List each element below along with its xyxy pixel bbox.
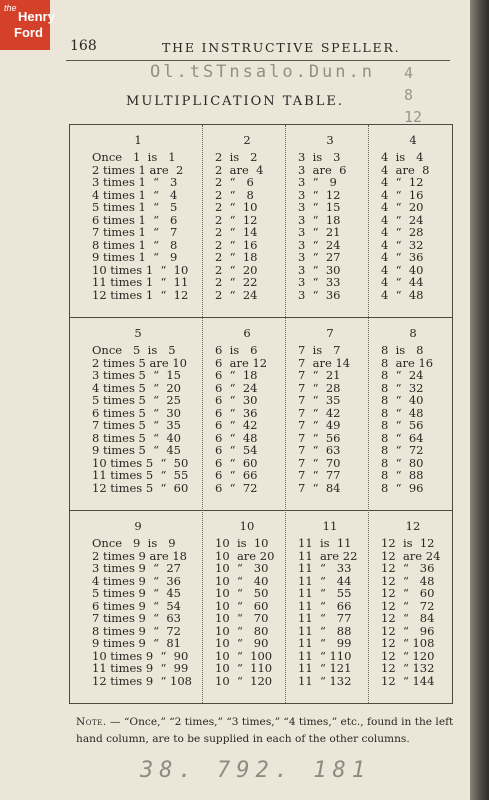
table-row: 12 times 1 “ 12 — [92, 287, 189, 302]
table-row: 10 “ 40 — [215, 573, 269, 588]
table-row: 2 “ 10 — [215, 200, 258, 214]
table-row: 11 times 5 “ 55 — [92, 468, 189, 482]
table-row: 3 “ 15 — [298, 200, 341, 214]
table-row: 10 “ 110 — [215, 661, 273, 675]
table-row: 6 “ 72 — [215, 480, 258, 495]
table-row: 10 “ 60 — [215, 598, 269, 613]
table-row: 8 “ 72 — [381, 443, 424, 457]
table-row: 3 “ 12 — [298, 187, 341, 202]
table-block-10 — [208, 515, 286, 687]
table-row: 11 “ 99 — [298, 636, 352, 650]
table-row: 6 “ 60 — [215, 455, 258, 470]
table-row: 11 “ 55 — [298, 586, 352, 600]
table-row: 8 “ 32 — [381, 380, 424, 395]
table-row: 11 “ 77 — [298, 611, 352, 625]
table-row: 7 “ 77 — [298, 468, 341, 482]
table-row: 12 “ 72 — [381, 598, 435, 613]
table-row: 2 “ 6 — [215, 175, 254, 189]
table-row: 12 “ 84 — [381, 611, 435, 625]
table-row: 2 times 1 are 2 — [92, 162, 184, 177]
table-row: 3 “ 30 — [298, 262, 341, 277]
table-row: 3 times 1 “ 3 — [92, 175, 178, 189]
table-row: 4 “ 12 — [381, 175, 424, 189]
multiplication-table — [69, 124, 453, 704]
table-row: 6 is 6 — [215, 343, 258, 357]
table-row: 2 “ 12 — [215, 212, 258, 227]
pencil-annotation-bottom: 38. 792. 181 — [140, 758, 371, 783]
table-row: 7 “ 84 — [298, 480, 341, 495]
table-row: 3 “ 18 — [298, 212, 341, 227]
table-row: 10 “ 120 — [215, 673, 273, 688]
table-row: 10 “ 90 — [215, 636, 269, 650]
logo-ford: Ford — [14, 25, 43, 40]
table-block-6 — [208, 322, 286, 494]
table-row: 7 times 9 “ 63 — [92, 611, 181, 625]
table-block-3 — [291, 129, 369, 301]
block-heading: 7 — [326, 326, 334, 340]
logo-the: the — [4, 3, 17, 13]
table-row: 10 “ 30 — [215, 561, 269, 575]
table-row: 4 times 1 “ 4 — [92, 187, 178, 202]
table-row: 6 “ 54 — [215, 443, 258, 457]
table-row: 6 “ 66 — [215, 468, 258, 482]
table-row: 2 “ 16 — [215, 237, 258, 252]
table-row: 3 are 6 — [298, 162, 347, 177]
table-row: 4 is 4 — [381, 150, 424, 164]
table-block-8 — [374, 322, 452, 494]
table-row: 6 times 1 “ 6 — [92, 212, 178, 227]
logo-henry: Henry — [18, 9, 55, 24]
block-divider — [70, 317, 452, 318]
table-row: 3 “ 36 — [298, 287, 341, 302]
table-block-9 — [76, 515, 200, 687]
table-row: 5 times 9 “ 45 — [92, 586, 181, 600]
block-heading: 6 — [243, 326, 251, 340]
table-row: 4 “ 20 — [381, 200, 424, 214]
table-row: 2 is 2 — [215, 150, 258, 164]
table-row: 6 times 9 “ 54 — [92, 598, 181, 613]
table-row: 8 “ 24 — [381, 368, 424, 382]
table-row: 6 are 12 — [215, 355, 268, 370]
table-row: 8 “ 80 — [381, 455, 424, 470]
table-row: 10 is 10 — [215, 536, 269, 550]
table-block-1 — [76, 129, 200, 301]
page-number: 168 — [70, 38, 97, 54]
table-block-7 — [291, 322, 369, 494]
table-row: 4 are 8 — [381, 162, 430, 177]
book-spine-edge — [470, 0, 489, 800]
table-row: 5 times 1 “ 5 — [92, 200, 178, 214]
table-row: 10 are 20 — [215, 548, 275, 563]
table-row: 3 “ 21 — [298, 225, 341, 239]
table-row: 12 “ 48 — [381, 573, 435, 588]
table-row: 2 “ 14 — [215, 225, 258, 239]
table-row: 7 “ 70 — [298, 455, 341, 470]
table-block-12 — [374, 515, 452, 687]
table-row: 8 is 8 — [381, 343, 424, 357]
table-row: 4 “ 40 — [381, 262, 424, 277]
table-row: 11 times 9 “ 99 — [92, 661, 189, 675]
table-row: 8 “ 56 — [381, 418, 424, 432]
table-row: 12 “ 96 — [381, 623, 435, 638]
table-row: 8 “ 64 — [381, 430, 424, 445]
note-text: — “Once,” “2 times,” “3 times,” “4 times,” etc., found in the left hand column, are to be supplied in each of the other columns. — [76, 716, 454, 745]
table-row: 2 “ 20 — [215, 262, 258, 277]
table-row: 11 “ 33 — [298, 561, 352, 575]
table-row: 2 “ 18 — [215, 250, 258, 264]
column-divider — [202, 125, 204, 703]
table-row: 10 times 9 “ 90 — [92, 648, 189, 663]
block-heading: 1 — [134, 133, 142, 147]
table-row: 12 “ 108 — [381, 636, 435, 650]
table-row: 8 “ 48 — [381, 405, 424, 420]
table-row: 12 “ 120 — [381, 648, 435, 663]
header-rule — [66, 60, 450, 61]
table-row: 11 “ 110 — [298, 648, 352, 663]
table-block-5 — [76, 322, 200, 494]
table-row: 10 “ 50 — [215, 586, 269, 600]
table-title: MULTIPLICATION TABLE. — [126, 94, 344, 109]
table-row: 6 “ 30 — [215, 393, 258, 407]
table-row: Once 1 is 1 — [92, 150, 176, 164]
table-row: 12 are 24 — [381, 548, 441, 563]
table-row: 7 times 5 “ 35 — [92, 418, 181, 432]
table-row: 8 are 16 — [381, 355, 434, 370]
note-label: Note. — [76, 716, 107, 728]
table-row: 7 times 1 “ 7 — [92, 225, 178, 239]
table-row: 9 times 5 “ 45 — [92, 443, 181, 457]
table-row: 10 “ 80 — [215, 623, 269, 638]
table-row: 10 times 5 “ 50 — [92, 455, 189, 470]
table-row: 11 “ 66 — [298, 598, 352, 613]
table-row: 12 times 9 “ 108 — [92, 673, 192, 688]
table-row: 3 “ 27 — [298, 250, 341, 264]
table-row: 3 “ 33 — [298, 275, 341, 289]
table-row: 7 “ 35 — [298, 393, 341, 407]
table-row: 4 “ 16 — [381, 187, 424, 202]
table-row: 5 times 5 “ 25 — [92, 393, 181, 407]
table-row: 2 “ 8 — [215, 187, 254, 202]
table-block-2 — [208, 129, 286, 301]
table-row: 7 “ 21 — [298, 368, 341, 382]
table-row: 11 “ 44 — [298, 573, 352, 588]
table-row: 2 times 9 are 18 — [92, 548, 187, 563]
table-row: 7 “ 42 — [298, 405, 341, 420]
block-heading: 12 — [405, 519, 421, 533]
table-row: 8 times 1 “ 8 — [92, 237, 178, 252]
table-row: 8 “ 96 — [381, 480, 424, 495]
table-row: 4 times 5 “ 20 — [92, 380, 181, 395]
table-row: 7 “ 56 — [298, 430, 341, 445]
table-row: 2 times 5 are 10 — [92, 355, 187, 370]
table-row: 11 are 22 — [298, 548, 358, 563]
table-row: 6 “ 42 — [215, 418, 258, 432]
table-row: 4 “ 44 — [381, 275, 424, 289]
block-heading: 11 — [322, 519, 338, 533]
table-row: 3 times 9 “ 27 — [92, 561, 181, 575]
table-row: 11 “ 121 — [298, 661, 352, 675]
table-row: 8 times 5 “ 40 — [92, 430, 181, 445]
table-row: 6 “ 48 — [215, 430, 258, 445]
table-row: 2 “ 22 — [215, 275, 258, 289]
table-row: 4 “ 36 — [381, 250, 424, 264]
table-row: 10 “ 70 — [215, 611, 269, 625]
table-row: 4 times 9 “ 36 — [92, 573, 181, 588]
table-row: 4 “ 28 — [381, 225, 424, 239]
table-row: 7 are 14 — [298, 355, 351, 370]
table-row: 2 “ 24 — [215, 287, 258, 302]
block-divider — [70, 510, 452, 511]
table-row: 4 “ 24 — [381, 212, 424, 227]
table-row: 12 “ 144 — [381, 673, 435, 688]
table-row: 6 times 5 “ 30 — [92, 405, 181, 420]
block-heading: 8 — [409, 326, 417, 340]
table-row: 7 is 7 — [298, 343, 341, 357]
table-row: 8 “ 40 — [381, 393, 424, 407]
block-heading: 5 — [134, 326, 142, 340]
table-row: 12 “ 132 — [381, 661, 435, 675]
table-row: 10 times 1 “ 10 — [92, 262, 189, 277]
table-row: 7 “ 49 — [298, 418, 341, 432]
table-row: 2 are 4 — [215, 162, 264, 177]
table-row: 7 “ 63 — [298, 443, 341, 457]
table-row: 4 “ 32 — [381, 237, 424, 252]
table-row: 12 is 12 — [381, 536, 435, 550]
block-heading: 3 — [326, 133, 334, 147]
table-row: 8 “ 88 — [381, 468, 424, 482]
table-row: 4 “ 48 — [381, 287, 424, 302]
table-row: 6 “ 36 — [215, 405, 258, 420]
block-heading: 2 — [243, 133, 251, 147]
table-row: 6 “ 18 — [215, 368, 258, 382]
table-row: 11 “ 88 — [298, 623, 352, 638]
footnote — [76, 714, 454, 748]
block-heading: 9 — [134, 519, 142, 533]
table-row: 11 is 11 — [298, 536, 352, 550]
table-block-4 — [374, 129, 452, 301]
table-row: Once 9 is 9 — [92, 536, 176, 550]
table-row: 3 is 3 — [298, 150, 341, 164]
table-row: 3 “ 9 — [298, 175, 337, 189]
table-row: 7 “ 28 — [298, 380, 341, 395]
pencil-annotation-margin: 4 8 12 — [404, 64, 423, 126]
table-row: 9 times 1 “ 9 — [92, 250, 178, 264]
table-row: 12 “ 36 — [381, 561, 435, 575]
table-row: 12 “ 60 — [381, 586, 435, 600]
table-row: 10 “ 100 — [215, 648, 273, 663]
henry-ford-logo — [0, 0, 55, 50]
table-row: Once 5 is 5 — [92, 343, 176, 357]
table-row: 9 times 9 “ 81 — [92, 636, 181, 650]
table-row: 11 “ 132 — [298, 673, 352, 688]
table-row: 11 times 1 “ 11 — [92, 275, 189, 289]
table-row: 3 “ 24 — [298, 237, 341, 252]
table-row: 6 “ 24 — [215, 380, 258, 395]
table-row: 8 times 9 “ 72 — [92, 623, 181, 638]
block-heading: 10 — [239, 519, 255, 533]
running-head: THE INSTRUCTIVE SPELLER. — [162, 40, 401, 55]
table-row: 3 times 5 “ 15 — [92, 368, 181, 382]
table-block-11 — [291, 515, 369, 687]
pencil-annotation-top: Ol.tSTnsalo.Dun.n — [150, 62, 375, 82]
table-row: 12 times 5 “ 60 — [92, 480, 189, 495]
block-heading: 4 — [409, 133, 417, 147]
